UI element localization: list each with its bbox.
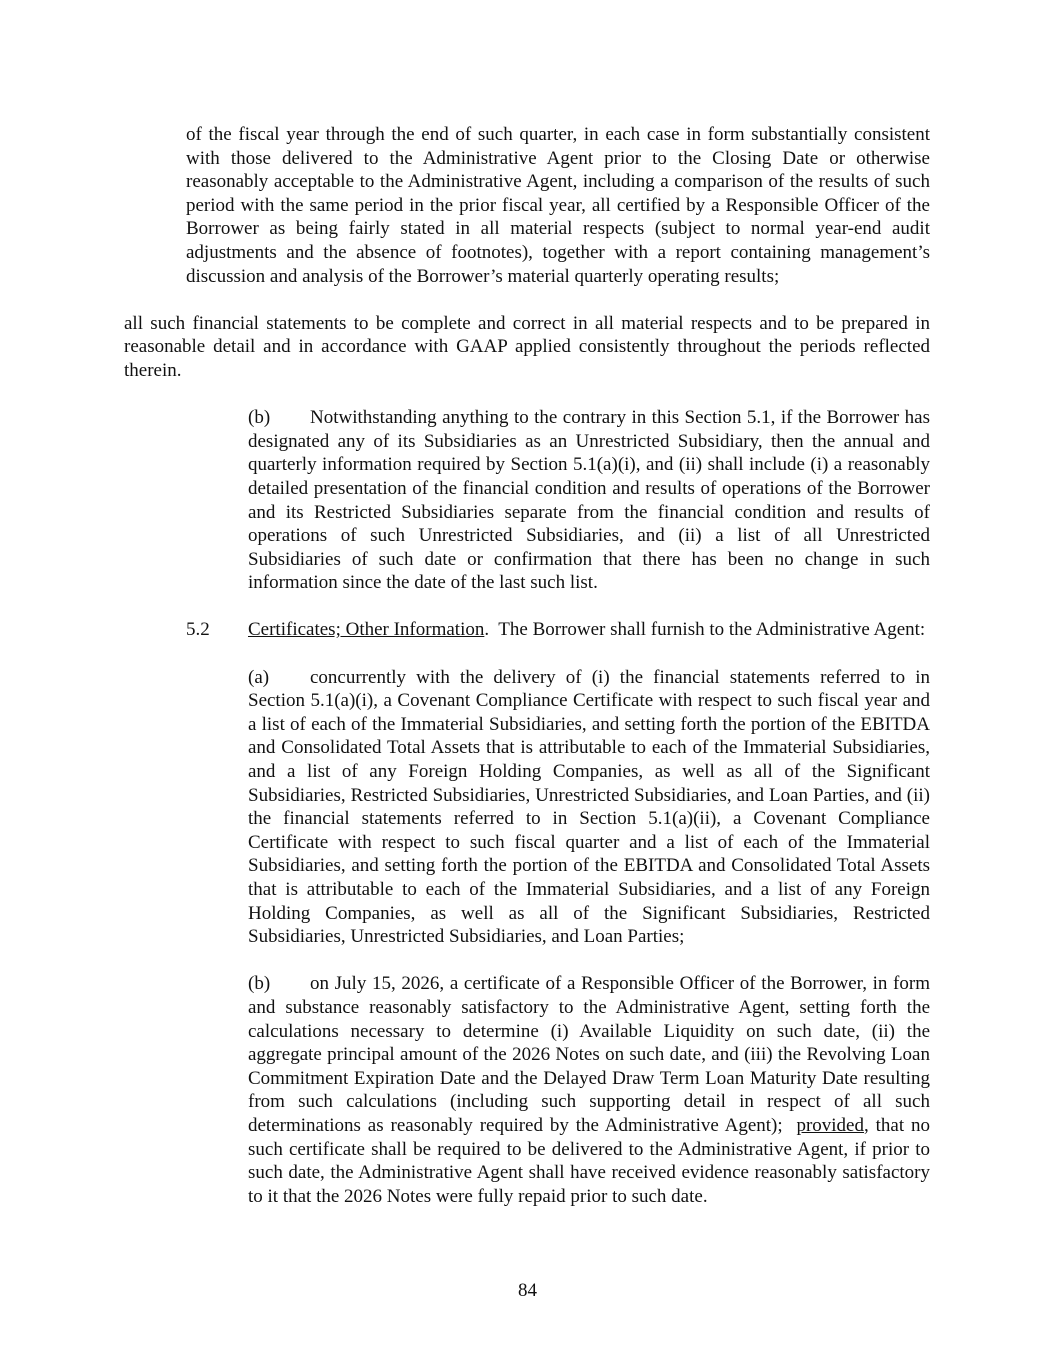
paragraph-text-continued: , that no such certificate shall be required to be delivered to the Administrative Agent, if prior to such date, the Administrative Agent shall have received evidence reasonably satisfactory to it that the 2026 Notes were fully repaid prior to such date. (248, 1114, 931, 1207)
all-such-paragraph: all such financial statements to be complete and correct in all material respects and to be prepared in reasonable detail and in accordance with GAAP applied consistently throughout the periods reflected therein. (124, 312, 930, 381)
continuation-paragraph: of the fiscal year through the end of such quarter, in each case in form substantially consistent with those delivered to the Administrative Agent prior to the Closing Date or otherwise reasonably acceptable to the Administrative Agent, including a comparison of the results of such period with the same period in the prior fiscal year, all certified by a Responsible Officer of the Borrower as being fairly stated in all material respects (subject to normal year-end audit adjustments and the absence of footnotes), together with a report containing management’s discussion and analysis of the Borrower’s material quarterly operating results; (186, 124, 930, 287)
paragraph-text: concurrently with the delivery of (i) the financial statements referred to in Section 5.1(a)(i), a Covenant Compliance Certificate with respect to such fiscal year and a list of each of the Immaterial Subsidiaries, and setting forth the portion of the EBITDA and Consolidated Total Assets that is attributable to each of the Immaterial Subsidiaries, and a list of any Foreign Holding Companies, as well as all of the Significant Subsidiaries, Restricted Subsidiaries, Unrestricted Subsidiaries, and Loan Parties, and (ii) the financial statements referred to in Section 5.1(a)(ii), a Covenant Compliance Certificate with respect to such fiscal quarter and a list of each of the Immaterial Subsidiaries, and setting forth the portion of the EBITDA and Consolidated Total Assets that is attributable to each of the Immaterial Subsidiaries, and a list of any Foreign Holding Companies, as well as all of the Significant Subsidiaries, Restricted Subsidiaries, Unrestricted Subsidiaries, and Loan Parties; (248, 666, 930, 948)
page-number: 84 (518, 1280, 537, 1301)
section-5-2 (124, 618, 930, 642)
section-heading: Certificates; Other Information (248, 619, 485, 641)
paragraph-label: (b) (248, 407, 271, 429)
paragraph-label: (b) (248, 973, 271, 995)
paragraph-5-1-b (124, 406, 930, 595)
document-page (124, 123, 930, 1208)
section-number: 5.2 (186, 619, 210, 641)
paragraph-5-2-b (124, 972, 930, 1208)
paragraph-text: Notwithstanding anything to the contrary in this Section 5.1, if the Borrower has designated any of its Subsidiaries as an Unrestricted Subsidiary, then the annual and quarterly information required by Section 5.1(a)(i), and (ii) shall include (i) a reasonably detailed presentation of the financial condition and results of operations of the Borrower and its Restricted Subsidiaries separate from the financial condition and results of operations of such Unrestricted Subsidiaries, and (ii) a list of all Unrestricted Subsidiaries of such date or confirmation that there has been no change in such information since the date of the last such list. (248, 407, 930, 594)
section-text: The Borrower shall furnish to the Administrative Agent: (498, 619, 926, 641)
paragraph-text: on July 15, 2026, a certificate of a Responsible Officer of the Borrower, in form and substance reasonably satisfactory to the Administrative Agent, setting forth the calculations necessary to determine (i) Available Liquidity on such date, (ii) the aggregate principal amount of the 2026 Notes on such date, and (iii) the Revolving Loan Commitment Expiration Date and the Delayed Draw Term Loan Maturity Date resulting from such calculations (including such supporting detail in respect of all such determinations as reasonably required by the Administrative Agent); (248, 973, 930, 1136)
section-heading-period: . (484, 619, 490, 641)
provided-term: provided (796, 1114, 864, 1136)
paragraph-label: (a) (248, 666, 270, 688)
paragraph-5-2-a (124, 666, 930, 949)
